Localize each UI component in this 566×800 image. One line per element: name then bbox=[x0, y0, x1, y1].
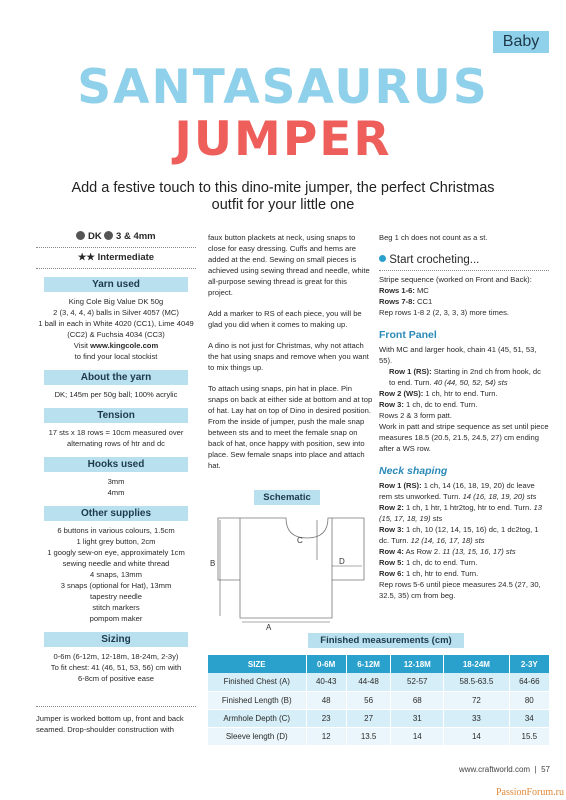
footer-separator: | bbox=[532, 765, 539, 774]
yarn-used-heading: Yarn used bbox=[44, 277, 188, 292]
about-yarn-heading: About the yarn bbox=[44, 370, 188, 385]
table-cell: 56 bbox=[346, 691, 391, 709]
table-cell: 68 bbox=[391, 691, 444, 709]
row-text: MC bbox=[414, 286, 429, 295]
table-cell: Finished Length (B) bbox=[208, 691, 306, 709]
note-paragraph: Add a marker to RS of each piece, you will be glad you did when it comes to making up. bbox=[208, 309, 362, 329]
row-label: Row 6: bbox=[379, 569, 404, 578]
row-label: Row 3: bbox=[379, 400, 404, 409]
start-heading bbox=[379, 253, 549, 267]
supply-line: 1 light grey button, 2cm bbox=[76, 537, 156, 546]
yarn-weight: DK bbox=[88, 231, 102, 242]
table-cell: 44-48 bbox=[346, 673, 391, 691]
row-text: 1 ch, 1 htr, 1 htr2tog, htr to end. Turn. bbox=[403, 503, 534, 512]
bullet-icon bbox=[379, 255, 386, 262]
stripe-row bbox=[379, 296, 549, 307]
tension-line: 17 sts x 18 rows = 10cm measured over bbox=[48, 428, 184, 437]
yarn-ball-icon bbox=[76, 231, 85, 240]
hook-line: 4mm bbox=[107, 488, 125, 497]
stripe-repeat: Rep rows 1-8 2 (2, 3, 3, 3) more times. bbox=[379, 308, 509, 317]
supply-line: 3 snaps (optional for Hat), 13mm bbox=[60, 581, 172, 590]
table-cell: 40-43 bbox=[306, 673, 346, 691]
row-text: 1 ch, htr to end. Turn. bbox=[423, 389, 498, 398]
yarn-line: King Cole Big Value DK 50g bbox=[68, 297, 164, 306]
table-row bbox=[208, 691, 550, 709]
hook-size: 3 & 4mm bbox=[116, 231, 156, 242]
front-row bbox=[379, 366, 549, 388]
table-cell: 64-66 bbox=[509, 673, 549, 691]
row-text: 1 ch, dc to end. Turn. bbox=[403, 558, 478, 567]
table-cell: 48 bbox=[306, 691, 346, 709]
row-label: Row 1 (RS): bbox=[389, 367, 432, 376]
table-row bbox=[208, 727, 550, 745]
about-yarn-text: DK; 145m per 50g ball; 100% acrylic bbox=[54, 390, 178, 399]
row-label: Row 5: bbox=[379, 558, 404, 567]
table-row bbox=[208, 673, 550, 691]
instructions-column bbox=[379, 232, 549, 601]
yarn-line: 1 ball in each in White 4020 (CC1), Lime 4049 bbox=[38, 319, 194, 328]
intro-line: Beg 1 ch does not count as a st. bbox=[379, 233, 488, 242]
column-header: 6-12M bbox=[346, 655, 391, 673]
yarn-line: 2 (3, 4, 4, 4) balls in Silver 4057 (MC) bbox=[53, 308, 179, 317]
notes-column bbox=[208, 232, 373, 481]
column-header: 2-3Y bbox=[509, 655, 549, 673]
schematic-label-d: D bbox=[339, 557, 345, 566]
row-label: Rows 7-8: bbox=[379, 297, 415, 306]
row-text: 1 ch, htr to end. Turn. bbox=[403, 569, 479, 578]
skill-level-label: Intermediate bbox=[97, 252, 155, 263]
note-paragraph: A dino is not just for Christmas, why not attach the hat using snaps and remove when you want to mix things up. bbox=[208, 341, 369, 372]
supply-line: 1 googly sew-on eye, approximately 1cm bbox=[47, 548, 185, 557]
jumper-schematic bbox=[204, 508, 374, 630]
table-cell: 12 bbox=[306, 727, 346, 745]
stripe-row bbox=[379, 285, 549, 296]
supply-line: pompom maker bbox=[89, 614, 143, 623]
tension-heading: Tension bbox=[44, 408, 188, 423]
table-cell: 27 bbox=[346, 709, 391, 727]
table-cell: 58.5-63.5 bbox=[444, 673, 509, 691]
page-footer bbox=[378, 765, 550, 774]
row-stitch-count: 11 (13, 15, 16, 17) sts bbox=[442, 547, 516, 556]
supply-line: stitch markers bbox=[92, 603, 140, 612]
front-note: Work in patt and stripe sequence as set until piece measures 18.5 (20.5, 21.5, 24.5, 27) cm ending after a WS row. bbox=[379, 422, 549, 453]
pattern-info-column bbox=[36, 230, 196, 684]
table-cell: 23 bbox=[306, 709, 346, 727]
row-text: 1 ch, 10 (12, 14, 15, 16) dc, 1 dc2tog, 1 dc. Turn. bbox=[379, 525, 539, 545]
divider bbox=[379, 270, 549, 271]
row-stitch-count: 13 (15, 17, 18, 19) sts bbox=[379, 503, 542, 523]
hooks-heading: Hooks used bbox=[44, 457, 188, 472]
row-label: Rows 1-6: bbox=[379, 286, 415, 295]
front-note: Rows 2 & 3 form patt. bbox=[379, 411, 453, 420]
yarn-visit-line bbox=[36, 340, 196, 351]
row-text: 1 ch, dc to end. Turn. bbox=[403, 400, 478, 409]
table-cell: Armhole Depth (C) bbox=[208, 709, 306, 727]
neck-shaping-heading: Neck shaping bbox=[379, 465, 448, 477]
sizing-line: 0-6m (6-12m, 12-18m, 18-24m, 2-3y) bbox=[53, 652, 179, 661]
note-paragraph: faux button plackets at neck, using snaps to close for easy dressing. Cuffs and hems are added at the end. Sewing on small pieces is achieved using sewing thread and needle, white all-purpose sewing thread is great for this project. bbox=[208, 233, 370, 297]
table-cell: 15.5 bbox=[509, 727, 549, 745]
column-header: SIZE bbox=[208, 655, 306, 673]
front-row bbox=[379, 399, 549, 410]
table-cell: 33 bbox=[444, 709, 509, 727]
divider bbox=[36, 247, 196, 248]
schematic-label-c: C bbox=[297, 536, 303, 545]
yarn-weight-hook-line bbox=[36, 230, 196, 244]
schematic-label-a: A bbox=[266, 623, 272, 630]
visit-label: Visit bbox=[73, 341, 88, 350]
yarn-line: (CC2) & Fuchsia 4034 (CC3) bbox=[67, 330, 165, 339]
table-cell: 72 bbox=[444, 691, 509, 709]
row-label: Row 2 (WS): bbox=[379, 389, 424, 398]
schematic-label-b: B bbox=[210, 559, 216, 568]
neck-row bbox=[379, 568, 549, 579]
yarn-line: to find your local stockist bbox=[74, 352, 158, 361]
row-label: Row 1 (RS): bbox=[379, 481, 422, 490]
front-intro: With MC and larger hook, chain 41 (45, 51, 53, 55). bbox=[379, 345, 537, 365]
table-cell: 34 bbox=[509, 709, 549, 727]
neck-row bbox=[379, 502, 549, 524]
neck-row bbox=[379, 480, 549, 502]
row-label: Row 2: bbox=[379, 503, 404, 512]
construction-intro: Jumper is worked bottom up, front and back seamed. Drop-shoulder construction with bbox=[36, 714, 184, 734]
table-cell: 31 bbox=[391, 709, 444, 727]
difficulty-stars: ★★ bbox=[77, 252, 95, 263]
category-tag: Baby bbox=[493, 31, 549, 53]
table-cell: Sleeve length (D) bbox=[208, 727, 306, 745]
row-label: Row 3: bbox=[379, 525, 404, 534]
stockist-link[interactable]: www.kingcole.com bbox=[90, 341, 159, 350]
neck-repeat: Rep rows 5-6 until piece measures 24.5 (27, 30, 32.5, 35) cm from beg. bbox=[379, 580, 541, 600]
column-header: 12-18M bbox=[391, 655, 444, 673]
supply-line: 6 buttons in various colours, 1.5cm bbox=[57, 526, 175, 535]
row-text: 1 ch, 14 (16, 18, 19, 20) dc leave rem sts unworked. Turn. bbox=[379, 481, 535, 501]
supply-line: tapestry needle bbox=[90, 592, 142, 601]
start-heading-text: Start crocheting... bbox=[389, 254, 480, 266]
row-label: Row 4: bbox=[379, 547, 404, 556]
sizing-heading: Sizing bbox=[44, 632, 188, 647]
standfirst: Add a festive touch to this dino-mite jumper, the perfect Christmas outfit for your little one bbox=[71, 180, 495, 213]
divider bbox=[36, 706, 196, 707]
supplies-heading: Other supplies bbox=[44, 506, 188, 521]
sizing-line: To fit chest: 41 (46, 51, 53, 56) cm with bbox=[50, 663, 182, 672]
table-cell: 14 bbox=[391, 727, 444, 745]
divider bbox=[36, 268, 196, 269]
neck-row bbox=[379, 524, 549, 546]
row-stitch-count: 40 (44, 50, 52, 54) sts bbox=[433, 378, 508, 387]
table-cell: 13.5 bbox=[346, 727, 391, 745]
table-row bbox=[208, 709, 550, 727]
neck-row bbox=[379, 557, 549, 568]
row-text: Starting in 2nd ch from hook, dc to end. Turn. bbox=[389, 367, 541, 387]
table-cell: Finished Chest (A) bbox=[208, 673, 306, 691]
watermark: PassionForum.ru bbox=[495, 787, 564, 798]
tension-line: alternating rows of htr and dc bbox=[67, 439, 165, 448]
measurements-table bbox=[208, 655, 550, 746]
supply-line: 4 snaps, 13mm bbox=[90, 570, 142, 579]
neck-row bbox=[379, 546, 549, 557]
page-number: 57 bbox=[541, 765, 550, 774]
supply-line: sewing needle and white thread bbox=[62, 559, 170, 568]
table-cell: 52-57 bbox=[391, 673, 444, 691]
table-cell: 14 bbox=[444, 727, 509, 745]
sizing-line: 6-8cm of positive ease bbox=[78, 674, 154, 683]
row-text: As Row 2. bbox=[403, 547, 443, 556]
table-cell: 80 bbox=[509, 691, 549, 709]
measurements-heading: Finished measurements (cm) bbox=[308, 633, 464, 648]
footer-site: www.craftworld.com bbox=[458, 765, 531, 774]
skill-level bbox=[36, 251, 196, 265]
front-row bbox=[379, 388, 549, 399]
column-header: 18-24M bbox=[444, 655, 509, 673]
front-panel-heading: Front Panel bbox=[379, 329, 437, 341]
row-stitch-count: 12 (14, 16, 17, 18) sts bbox=[410, 536, 485, 545]
column-header: 0-6M bbox=[306, 655, 346, 673]
stripe-intro: Stripe sequence (worked on Front and Back): bbox=[379, 275, 532, 284]
hook-icon bbox=[104, 231, 113, 240]
schematic-heading: Schematic bbox=[254, 490, 320, 505]
row-stitch-count: 14 (16, 18, 19, 20) sts bbox=[462, 492, 537, 501]
hook-line: 3mm bbox=[107, 477, 125, 486]
note-paragraph: To attach using snaps, pin hat in place. Pin snaps on back at either side at bottom and at top of hat. Lay hat on top of Dino in desired position. From the inside of jumper, push the male snap between sts and to meet the female snap on back of hat, once happy with position, sew into place. Sew female snaps into place and attach hat. bbox=[208, 384, 373, 470]
title-line-1: SANTASAURUS bbox=[77, 60, 489, 115]
row-text: CC1 bbox=[414, 297, 433, 306]
title-line-2: JUMPER bbox=[174, 112, 392, 167]
table-header-row bbox=[208, 655, 550, 673]
